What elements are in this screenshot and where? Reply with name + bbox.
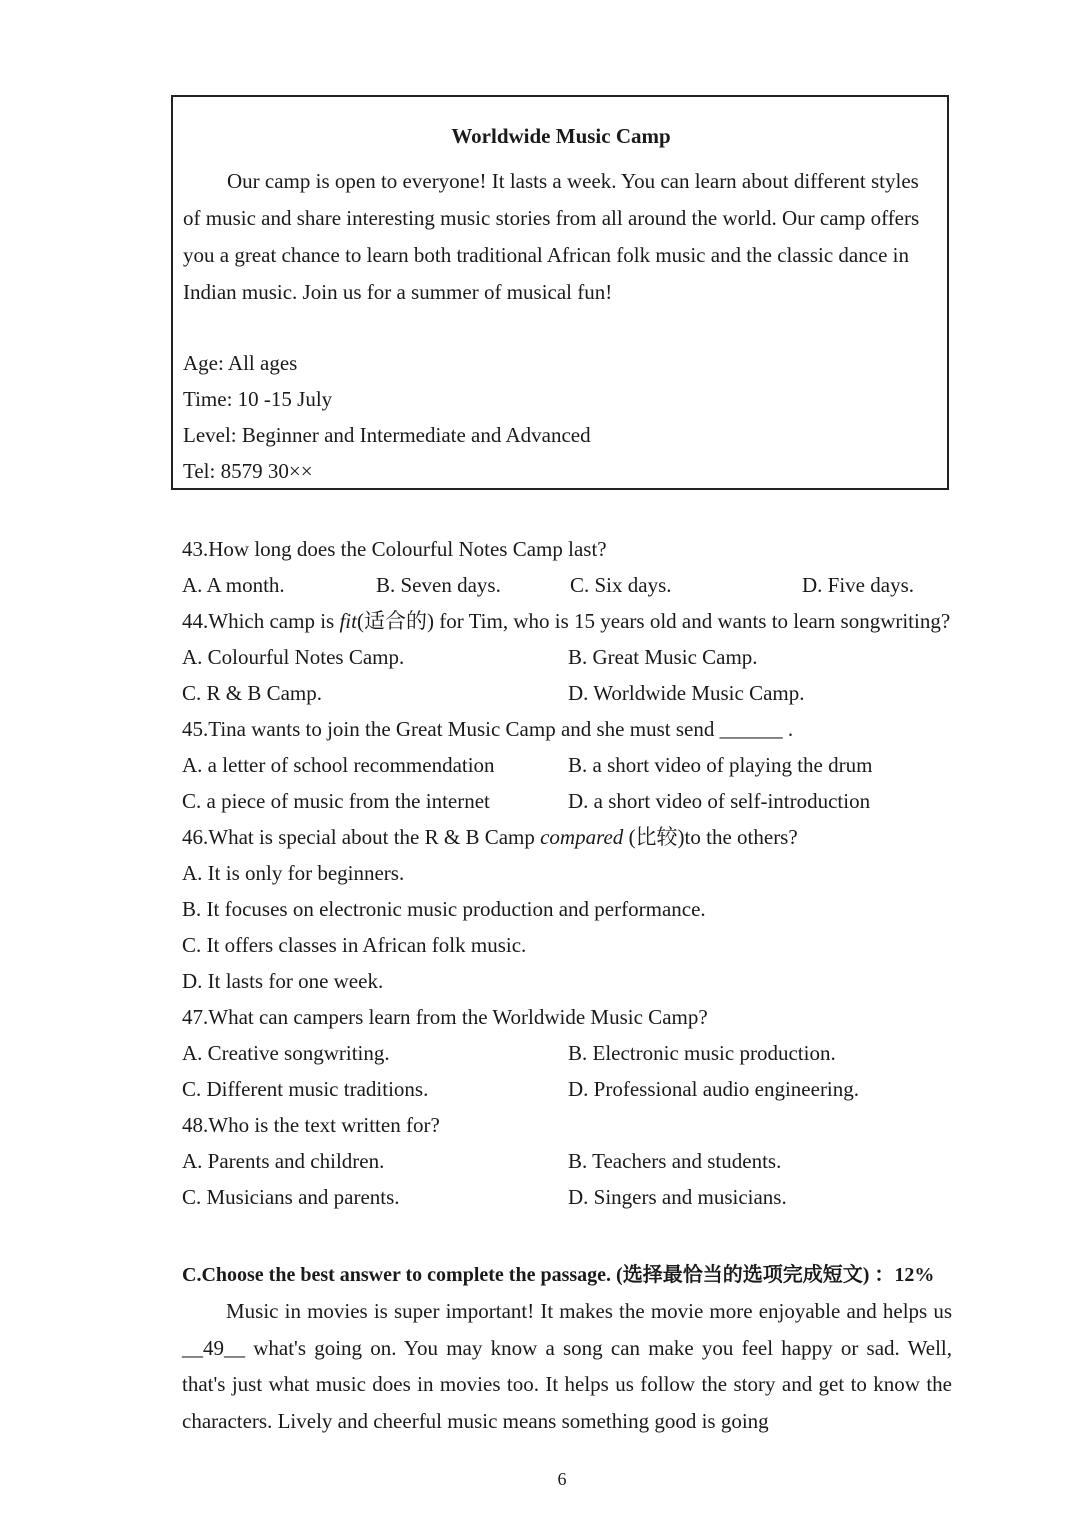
question-48-options-row2 bbox=[182, 1179, 952, 1215]
q44-option-c[interactable]: C. R & B Camp. bbox=[182, 681, 323, 705]
q47-option-b[interactable]: B. Electronic music production. bbox=[568, 1041, 836, 1065]
section-c-passage bbox=[182, 1293, 952, 1439]
passage-part-2: what's going on. You may know a song can make you feel happy or sad. Well, that's just what music does in movies too. It helps us follow the story and get to know the characters. Lively and cheerful music means something good is going bbox=[182, 1335, 952, 1433]
blank-49[interactable]: __49__ bbox=[182, 1335, 245, 1360]
question-48-options-row1 bbox=[182, 1143, 952, 1179]
passage-part-1: Music in movies is super important! It makes the movie more enjoyable and helps us bbox=[226, 1299, 952, 1323]
q48-option-d[interactable]: D. Singers and musicians. bbox=[568, 1185, 787, 1209]
q43-option-c[interactable]: C. Six days. bbox=[570, 573, 672, 597]
q46-option-b[interactable]: B. It focuses on electronic music production and performance. bbox=[182, 897, 706, 921]
section-c bbox=[182, 1257, 952, 1439]
q44-option-a[interactable]: A. Colourful Notes Camp. bbox=[182, 645, 405, 669]
q46-option-d[interactable]: D. It lasts for one week. bbox=[182, 969, 384, 993]
question-44-options-row2 bbox=[182, 675, 952, 711]
question-43-options bbox=[182, 567, 952, 603]
q46-stem-compared: compared bbox=[540, 825, 624, 849]
notice-time: Time: 10 -15 July bbox=[183, 387, 333, 411]
section-c-title: C.Choose the best answer to complete the passage. (选择最恰当的选项完成短文) ：12% bbox=[182, 1264, 935, 1286]
q43-option-b[interactable]: B. Seven days. bbox=[376, 573, 501, 597]
notice-age: Age: All ages bbox=[183, 351, 298, 375]
question-45-options-row2 bbox=[182, 783, 952, 819]
q44-stem-pre: 44.Which camp is bbox=[182, 609, 340, 633]
notice-details bbox=[183, 345, 939, 489]
q46-stem-post: (比较)to the others? bbox=[623, 825, 798, 849]
q45-option-a[interactable]: A. a letter of school recommendation bbox=[182, 753, 495, 777]
question-48-stem: 48.Who is the text written for? bbox=[182, 1113, 440, 1137]
q45-stem-end: . bbox=[787, 717, 794, 741]
question-47-options-row1 bbox=[182, 1035, 952, 1071]
q45-option-d[interactable]: D. a short video of self-introduction bbox=[568, 789, 871, 813]
notice-level: Level: Beginner and Intermediate and Advanced bbox=[183, 423, 591, 447]
q47-option-d[interactable]: D. Professional audio engineering. bbox=[568, 1077, 860, 1101]
notice-body: Our camp is open to everyone! It lasts a week. You can learn about different styles of music and share interesting music stories from all around the world. Our camp offers you a great chance to learn both traditional African folk music and the classic dance in Indian music. Join us for a summer of musical fun! bbox=[183, 169, 920, 304]
q45-stem: 45.Tina wants to join the Great Music Camp and she must send bbox=[182, 717, 715, 741]
notice-tel: Tel: 8579 30×× bbox=[183, 459, 313, 483]
question-46-stem bbox=[182, 819, 952, 855]
q48-option-a[interactable]: A. Parents and children. bbox=[182, 1149, 385, 1173]
camp-notice-box bbox=[171, 95, 949, 490]
question-47-stem: 47.What can campers learn from the Worldwide Music Camp? bbox=[182, 1005, 708, 1029]
q44-option-d[interactable]: D. Worldwide Music Camp. bbox=[568, 681, 805, 705]
q45-option-c[interactable]: C. a piece of music from the internet bbox=[182, 789, 490, 813]
q45-answer-blank[interactable]: ______ bbox=[719, 717, 783, 741]
question-45-stem bbox=[182, 711, 952, 747]
q44-stem-post: (适合的) for Tim, who is 15 years old and wants to learn songwriting? bbox=[356, 609, 951, 633]
question-44-options-row1 bbox=[182, 639, 952, 675]
question-43-stem: 43.How long does the Colourful Notes Camp last? bbox=[182, 537, 607, 561]
questions-list bbox=[182, 531, 952, 1215]
q47-option-a[interactable]: A. Creative songwriting. bbox=[182, 1041, 390, 1065]
question-44-stem bbox=[182, 603, 952, 639]
q43-option-a[interactable]: A. A month. bbox=[182, 573, 285, 597]
q46-option-a[interactable]: A. It is only for beginners. bbox=[182, 861, 405, 885]
notice-title: Worldwide Music Camp bbox=[451, 124, 671, 148]
q43-option-d[interactable]: D. Five days. bbox=[802, 573, 914, 597]
q48-option-c[interactable]: C. Musicians and parents. bbox=[182, 1185, 400, 1209]
question-47-options-row2 bbox=[182, 1071, 952, 1107]
page-number: 6 bbox=[557, 1469, 567, 1489]
q47-option-c[interactable]: C. Different music traditions. bbox=[182, 1077, 429, 1101]
q48-option-b[interactable]: B. Teachers and students. bbox=[568, 1149, 782, 1173]
q46-option-c[interactable]: C. It offers classes in African folk music. bbox=[182, 933, 527, 957]
q45-option-b[interactable]: B. a short video of playing the drum bbox=[568, 753, 873, 777]
q46-stem-pre: 46.What is special about the R & B Camp bbox=[182, 825, 541, 849]
q44-stem-fit: fit bbox=[339, 609, 357, 633]
question-45-options-row1 bbox=[182, 747, 952, 783]
q44-option-b[interactable]: B. Great Music Camp. bbox=[568, 645, 758, 669]
